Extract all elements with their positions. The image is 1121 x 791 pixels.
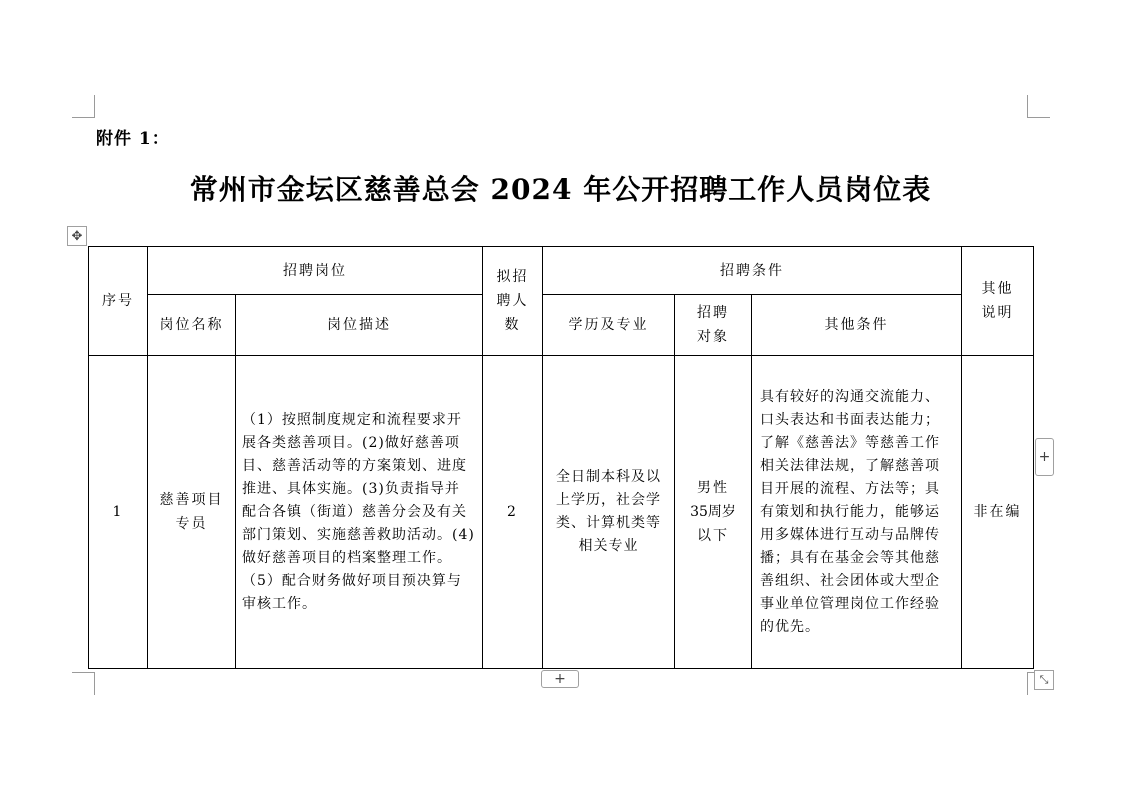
target-line: 以下: [697, 528, 729, 544]
cell-position-name-line: 慈善项目: [159, 492, 224, 508]
resize-diagonal-icon: ⤡: [1039, 673, 1049, 686]
document-title: 常州市金坛区慈善总会 2024 年公开招聘工作人员岗位表: [189, 173, 932, 206]
edu-line: 类、计算机类等: [556, 515, 661, 531]
cond-line: 具有较好的沟通交流能力、: [760, 388, 940, 405]
add-column-button[interactable]: [1035, 438, 1054, 476]
cond-line: 相关法律法规，了解慈善项: [760, 457, 940, 474]
header-position-desc: 岗位描述: [236, 295, 483, 356]
header-position-group: 招聘岗位: [148, 247, 483, 295]
plus-icon: +: [554, 671, 566, 687]
page-margin-corner-top-left: [72, 95, 95, 118]
edu-line: 上学历，社会学: [556, 492, 661, 508]
table-move-handle[interactable]: [67, 226, 87, 246]
cell-education: [543, 356, 675, 669]
cond-line: 了解《慈善法》等慈善工作: [760, 434, 940, 451]
desc-line: （5）配合财务做好项目预决算与: [242, 572, 462, 589]
cell-other-conditions: [752, 356, 962, 669]
cond-line: 目开展的流程、方法等；具: [760, 480, 940, 497]
page-margin-corner-bottom-left: [72, 672, 95, 695]
cell-position-description: [236, 356, 483, 669]
cell-position-name: [148, 356, 236, 669]
desc-line: 配合各镇（街道）慈善分会及有关: [242, 503, 467, 520]
desc-line: 审核工作。: [242, 595, 317, 612]
cond-line: 口头表达和书面表达能力；: [760, 411, 940, 428]
desc-line: 做好慈善项目的档案整理工作。: [242, 549, 452, 566]
cond-line: 有策划和执行能力，能够运: [760, 503, 940, 520]
cond-line: 事业单位管理岗位工作经验: [760, 595, 940, 612]
header-education: 学历及专业: [543, 295, 675, 356]
desc-line: 部门策划、实施慈善救助活动。(4): [242, 526, 475, 543]
desc-line: （1）按照制度规定和流程要求开: [242, 411, 462, 428]
header-quota: [483, 247, 543, 356]
cell-target: [675, 356, 752, 669]
desc-line: 目、慈善活动等的方案策划、进度: [242, 457, 467, 474]
cond-line: 善组织、社会团体或大型企: [760, 572, 940, 589]
plus-icon: +: [1038, 449, 1051, 465]
target-line: 35周岁: [690, 504, 736, 520]
header-other-conditions: 其他条件: [752, 295, 962, 356]
header-remarks-line: 说明: [981, 305, 1014, 321]
header-conditions-group: 招聘条件: [543, 247, 962, 295]
move-arrows-icon: ✥: [71, 228, 83, 244]
header-target-line: 招聘: [697, 305, 729, 321]
cell-seq: 1: [89, 356, 148, 669]
cond-line: 的优先。: [760, 618, 820, 635]
page-margin-corner-top-right: [1027, 95, 1050, 118]
cell-remarks: 非在编: [962, 356, 1034, 669]
cond-line: 播；具有在基金会等其他慈: [760, 549, 940, 566]
cell-quota: 2: [483, 356, 543, 669]
attachment-label: 附件 1：: [96, 129, 170, 149]
header-quota-line: 拟招: [496, 269, 529, 285]
desc-line: 展各类慈善项目。(2)做好慈善项: [242, 434, 460, 451]
desc-line: 推进、具体实施。(3)负责指导并: [242, 480, 460, 497]
table-resize-handle[interactable]: [1034, 670, 1054, 690]
header-remarks-line: 其他: [981, 281, 1014, 297]
position-table: [88, 246, 1034, 669]
edu-line: 相关专业: [578, 538, 639, 554]
header-position-name: 岗位名称: [148, 295, 236, 356]
header-quota-line: 聘人: [496, 293, 529, 309]
table-row: [89, 356, 1034, 669]
header-seq: 序号: [89, 247, 148, 356]
edu-line: 全日制本科及以: [556, 469, 661, 485]
header-target: [675, 295, 752, 356]
add-row-button[interactable]: [541, 670, 579, 688]
target-line: 男性: [697, 480, 729, 496]
cond-line: 用多媒体进行互动与品牌传: [760, 526, 940, 543]
cell-position-name-line: 专员: [175, 516, 208, 532]
header-remarks: [962, 247, 1034, 356]
header-quota-line: 数: [504, 317, 521, 333]
header-target-line: 对象: [697, 329, 729, 345]
